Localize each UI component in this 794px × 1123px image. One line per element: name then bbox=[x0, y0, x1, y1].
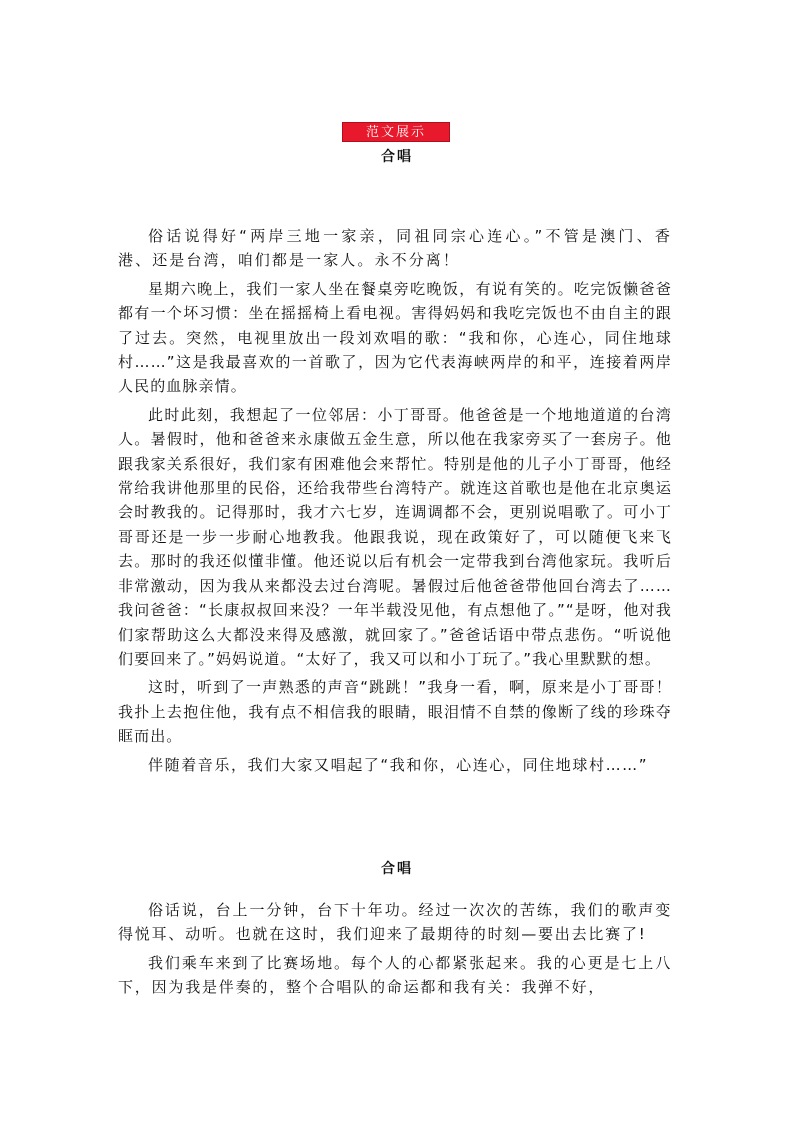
paragraph: 伴随着音乐，我们大家又唱起了“我和你，心连心，同住地球村……” bbox=[148, 755, 649, 774]
article-title: 合唱 bbox=[381, 149, 413, 165]
paragraph: 俗话说，台上一分钟，台下十年功。经过一次次的苦练，我们的歌声变得悦耳、动听。也就在这时，我们迎来了最期待的时刻—要出去比赛了! bbox=[118, 901, 672, 944]
paragraph: 星期六晚上，我们一家人坐在餐桌旁吃晚饭，有说有笑的。吃完饭懒爸爸都有一个坏习惯：坐在摇摇椅上看电视。害得妈妈和我吃完饭也不由自主的跟了过去。突然，电视里放出一段刘欢唱的歌：“我和你，心连心，同住地球村……”这是我最喜欢的一首歌了，因为它代表海峡两岸的和平，连接着两岸人民的血脉亲情。 bbox=[118, 279, 672, 396]
section-badge: 范文展示 bbox=[342, 122, 450, 142]
paragraph: 俗话说得好“两岸三地一家亲，同祖同宗心连心。”不管是澳门、香港、还是台湾，咱们都是一家人。永不分离！ bbox=[118, 227, 672, 270]
paragraph: 这时，听到了一声熟悉的声音“跳跳！”我身一看，啊，原来是小丁哥哥！我扑上去抱住他，我有点不相信我的眼睛，眼泪情不自禁的像断了线的珍珠夺眶而出。 bbox=[118, 678, 672, 746]
article-body bbox=[118, 224, 672, 781]
paragraph: 此时此刻，我想起了一位邻居：小丁哥哥。他爸爸是一个地地道道的台湾人。暑假时，他和爸爸来永康做五金生意，所以他在我家旁买了一套房子。他跟我家关系很好，我们家有困难他会来帮忙。特别是他的儿子小丁哥哥，他经常给我讲他那里的民俗，还给我带些台湾特产。就连这首歌也是他在北京奥运会时教我的。记得那时，我才六七岁，连调调都不会，更别说唱歌了。可小丁哥哥还是一步一步耐心地教我。他跟我说，现在政策好了，可以随便飞来飞去。那时的我还似懂非懂。他还说以后有机会一定带我到台湾他家玩。我听后非常激动，因为我从来都没去过台湾呢。暑假过后他爸爸带他回台湾去了……我问爸爸：“长康叔叔回来没？一年半载没见他，有点想他了。”“是呀，他对我们家帮助这么大都没来得及感激，就回家了。”爸爸话语中带点悲伤。“听说他们要回来了。”妈妈说道。“太好了，我又可以和小丁玩了。”我心里默默的想。 bbox=[118, 405, 672, 668]
paragraph: 我们乘车来到了比赛场地。每个人的心都紧张起来。我的心更是七上八下，因为我是伴奏的，整个合唱队的命运都和我有关：我弹不好， bbox=[118, 953, 672, 997]
article-title: 合唱 bbox=[381, 861, 413, 877]
article-body bbox=[118, 898, 672, 1004]
